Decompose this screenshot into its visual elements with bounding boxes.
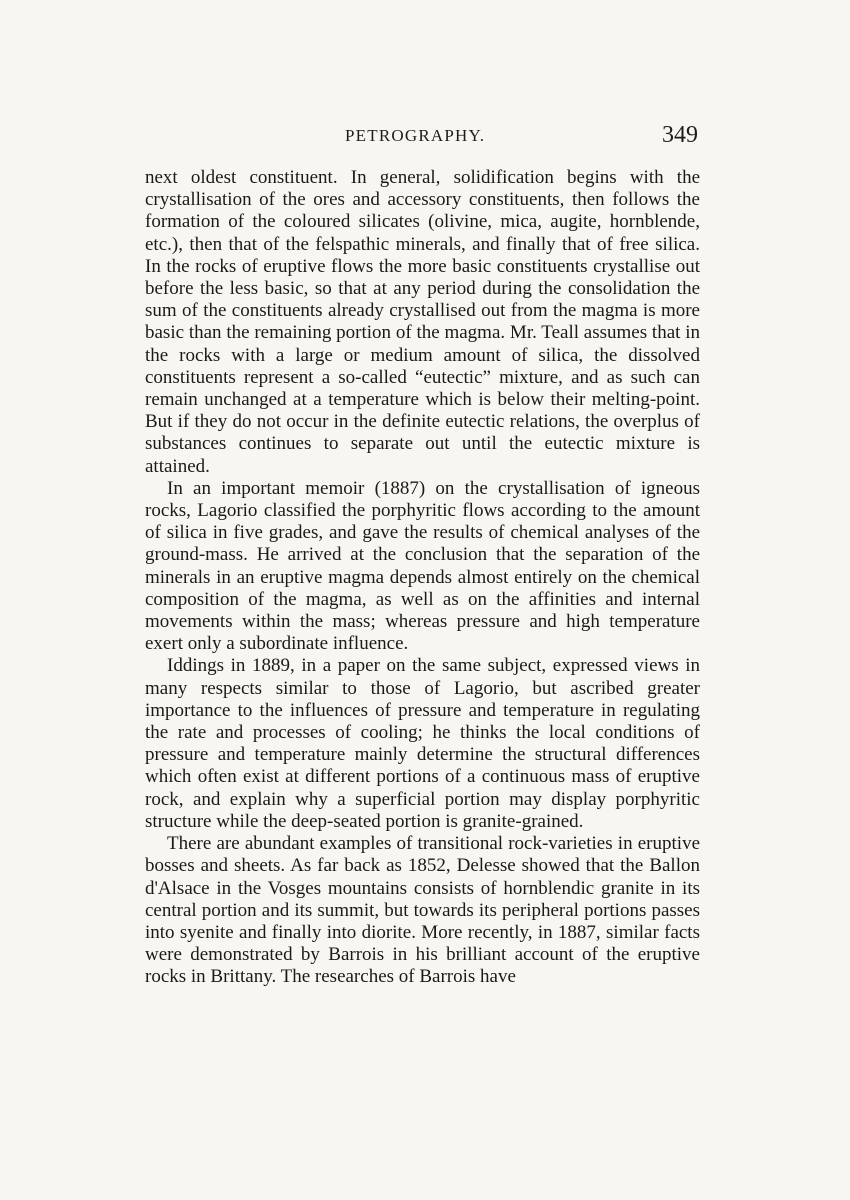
paragraph-4: There are abundant examples of transitional rock-varieties in eruptive bosses and sheets. As far back as 1852, Delesse showed that the Ballon d'Alsace in the Vosges mountains consists of hornblendic granite in its central portion and its summit, but towards its peripheral portions passes into syenite and finally into diorite. More recently, in 1887, similar facts were demonstrated by Barrois in his brilliant account of the eruptive rocks in Brittany. The researches of Barrois have [145,833,700,988]
page-header [145,122,700,152]
paragraph-3: Iddings in 1889, in a paper on the same subject, expressed views in many respects similar to those of Lagorio, but ascribed greater importance to the influences of pressure and temperature in regulating the rate and processes of cooling; he thinks the local conditions of pressure and temperature mainly determine the structural differences which often exist at different portions of a continuous mass of eruptive rock, and explain why a superficial portion may display porphyritic structure while the deep-seated portion is granite-grained. [145,655,700,832]
paragraph-2: In an important memoir (1887) on the crystallisation of igneous rocks, Lagorio classified the porphyritic flows according to the amount of silica in five grades, and gave the results of chemical analyses of the ground-mass. He arrived at the conclusion that the separation of the minerals in an eruptive magma depends almost entirely on the chemical composition of the magma, as well as on the affinities and internal movements within the mass; whereas pressure and high temperature exert only a subordinate influence. [145,477,700,655]
body-text [145,167,700,989]
running-title: PETROGRAPHY. [345,126,486,145]
paragraph-1: next oldest constituent. In general, solidification begins with the crystallisation of the ores and accessory constituents, then follows the formation of the coloured silicates (olivine, mica, augite, hornblende, etc.), then that of the felspathic minerals, and finally that of free silica. In the rocks of eruptive flows the more basic constituents crystallise out before the less basic, so that at any period during the consolidation the sum of the constituents already crystallised out from the magma is more basic than the remaining portion of the magma. Mr. Teall assumes that in the rocks with a large or medium amount of silica, the dissolved constituents represent a so-called “eutectic” mixture, and as such can remain unchanged at a temperature which is below their melting-point. But if they do not occur in the definite eutectic relations, the overplus of substances continues to separate out until the eutectic mixture is attained. [145,167,700,477]
page-number: 349 [662,122,698,148]
